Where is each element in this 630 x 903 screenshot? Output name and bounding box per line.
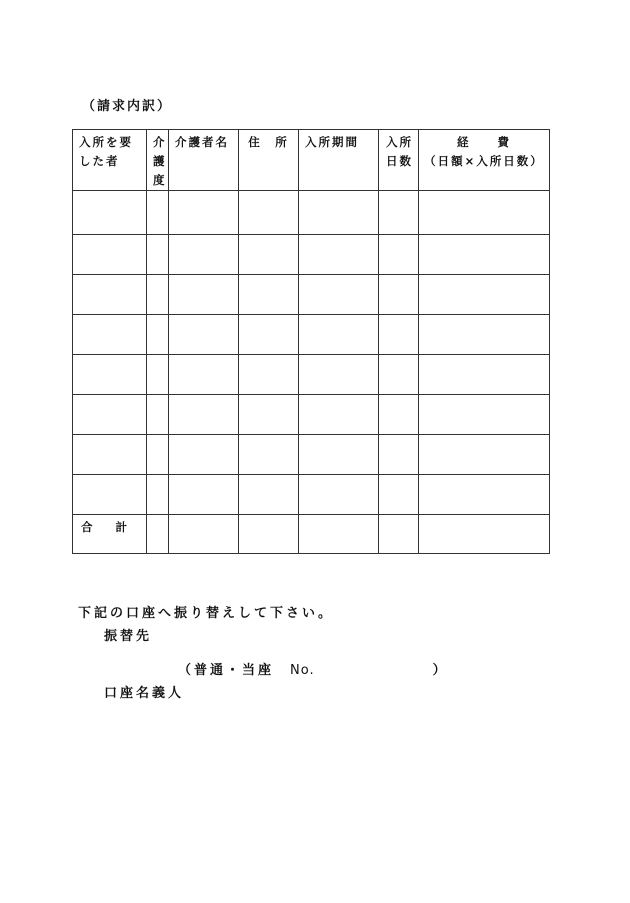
table-cell[interactable]	[239, 191, 299, 235]
transfer-instruction: 下記の口座へ振り替えして下さい。	[78, 606, 335, 621]
table-cell[interactable]	[73, 475, 147, 515]
table-row	[73, 355, 550, 395]
table-cell[interactable]	[419, 355, 550, 395]
total-cell[interactable]	[379, 515, 419, 554]
total-row	[73, 515, 550, 554]
table-cell[interactable]	[239, 235, 299, 275]
table-cell[interactable]	[169, 191, 239, 235]
table-row	[73, 275, 550, 315]
table-cell[interactable]	[73, 191, 147, 235]
table-row	[73, 395, 550, 435]
table-cell[interactable]	[239, 435, 299, 475]
table-cell[interactable]	[169, 475, 239, 515]
account-type-line	[178, 659, 449, 678]
table-cell[interactable]	[419, 275, 550, 315]
table-cell[interactable]	[147, 395, 169, 435]
table-cell[interactable]	[169, 235, 239, 275]
table-cell[interactable]	[419, 395, 550, 435]
account-no-label: No.	[290, 663, 315, 678]
table-cell[interactable]	[419, 191, 550, 235]
table-cell[interactable]	[147, 191, 169, 235]
table-cell[interactable]	[239, 395, 299, 435]
account-type-close: ）	[432, 663, 449, 678]
table-cell[interactable]	[147, 355, 169, 395]
table-cell[interactable]	[147, 475, 169, 515]
total-cell[interactable]	[239, 515, 299, 554]
table-cell[interactable]	[169, 275, 239, 315]
account-holder-label: 口座名義人	[104, 686, 185, 701]
table-cell[interactable]	[73, 435, 147, 475]
billing-breakdown-table	[72, 129, 550, 554]
header-caregiver-name: 介護者名	[169, 130, 239, 191]
total-cell[interactable]	[299, 515, 379, 554]
table-cell[interactable]	[379, 275, 419, 315]
table-cell[interactable]	[299, 475, 379, 515]
table-cell[interactable]	[379, 191, 419, 235]
table-cell[interactable]	[73, 275, 147, 315]
header-admitted-person: 入所を要 した者	[73, 130, 147, 191]
header-admission-period: 入所期間	[299, 130, 379, 191]
table-cell[interactable]	[169, 395, 239, 435]
table-cell[interactable]	[73, 315, 147, 355]
table-cell[interactable]	[299, 191, 379, 235]
table-cell[interactable]	[299, 315, 379, 355]
table-cell[interactable]	[379, 315, 419, 355]
table-row	[73, 191, 550, 235]
table-cell[interactable]	[169, 315, 239, 355]
header-care-level: 介 護 度	[147, 130, 169, 191]
account-type-label: （普通・当座	[178, 663, 275, 678]
table-cell[interactable]	[147, 315, 169, 355]
table-cell[interactable]	[299, 435, 379, 475]
table-cell[interactable]	[73, 395, 147, 435]
table-cell[interactable]	[299, 355, 379, 395]
section-title: （請求内訳）	[82, 99, 173, 114]
table-cell[interactable]	[379, 395, 419, 435]
table-cell[interactable]	[379, 435, 419, 475]
table-cell[interactable]	[169, 355, 239, 395]
table-cell[interactable]	[147, 235, 169, 275]
table-cell[interactable]	[73, 355, 147, 395]
table-row	[73, 435, 550, 475]
table-cell[interactable]	[239, 315, 299, 355]
total-cell[interactable]	[419, 515, 550, 554]
table-cell[interactable]	[147, 435, 169, 475]
table-cell[interactable]	[239, 475, 299, 515]
table-cell[interactable]	[419, 315, 550, 355]
table-cell[interactable]	[147, 275, 169, 315]
table-row	[73, 315, 550, 355]
table-cell[interactable]	[299, 275, 379, 315]
table-cell[interactable]	[239, 355, 299, 395]
table-cell[interactable]	[299, 235, 379, 275]
table-cell[interactable]	[239, 275, 299, 315]
table-row	[73, 235, 550, 275]
table-cell[interactable]	[299, 395, 379, 435]
table-cell[interactable]	[379, 235, 419, 275]
table-cell[interactable]	[419, 475, 550, 515]
table-header-row	[73, 130, 550, 191]
table-cell[interactable]	[419, 435, 550, 475]
table-cell[interactable]	[379, 475, 419, 515]
header-address: 住 所	[239, 130, 299, 191]
table-cell[interactable]	[73, 235, 147, 275]
total-cell[interactable]	[147, 515, 169, 554]
total-cell[interactable]	[169, 515, 239, 554]
table-cell[interactable]	[379, 355, 419, 395]
table-row	[73, 475, 550, 515]
table-cell[interactable]	[419, 235, 550, 275]
table-cell[interactable]	[169, 435, 239, 475]
transfer-destination-label: 振替先	[104, 629, 153, 644]
total-label: 合 計	[73, 515, 147, 554]
header-admission-days: 入所 日数	[379, 130, 419, 191]
header-expenses: 経 費 （日額×入所日数）	[419, 130, 550, 191]
